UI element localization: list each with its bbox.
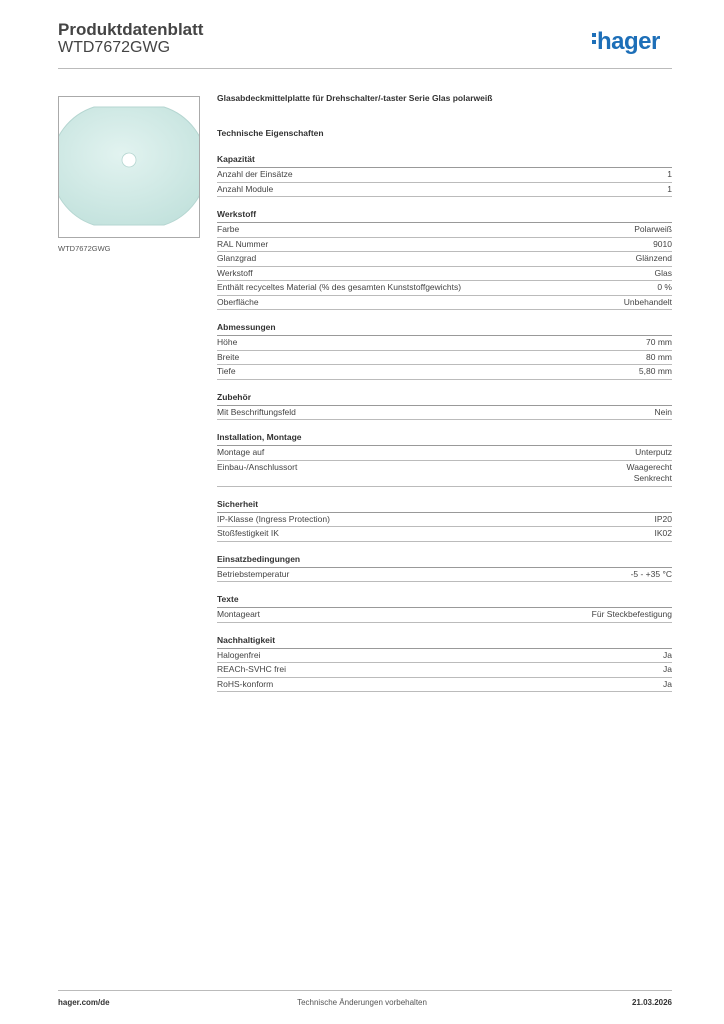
spec-row <box>217 513 672 528</box>
header-divider <box>58 68 672 69</box>
spec-row <box>217 406 672 421</box>
spec-row <box>217 365 672 380</box>
spec-value: 0 % <box>657 282 672 292</box>
spec-row <box>217 267 672 282</box>
product-code: WTD7672GWG <box>58 39 171 56</box>
spec-row <box>217 568 672 583</box>
spec-section <box>217 499 672 542</box>
spec-value: Glas <box>654 267 672 278</box>
spec-value: 70 mm <box>646 337 672 347</box>
spec-value: 1 <box>667 183 672 194</box>
spec-row <box>217 649 672 664</box>
logo-dots-icon <box>592 30 597 47</box>
section-title: Nachhaltigkeit <box>217 635 672 649</box>
spec-row <box>217 663 672 678</box>
spec-value: Polarweiß <box>634 224 672 234</box>
spec-value: Unterputz <box>635 447 672 457</box>
spec-value: Ja <box>663 664 672 674</box>
spec-row <box>217 183 672 198</box>
spec-value: Nein <box>654 406 672 417</box>
spec-value: Glänzend <box>635 253 672 263</box>
hager-logo[interactable] <box>592 28 660 56</box>
section-title: Abmessungen <box>217 322 672 336</box>
product-description: Glasabdeckmittelplatte für Drehschalter/-taster Serie Glas polarweiß <box>217 93 493 103</box>
spec-label: RAL Nummer <box>217 238 269 249</box>
spec-label: Anzahl der Einsätze <box>217 169 293 179</box>
spec-section <box>217 154 672 197</box>
spec-section <box>217 635 672 693</box>
spec-label: Montageart <box>217 609 260 619</box>
spec-sections <box>217 154 672 692</box>
image-caption: WTD7672GWG <box>58 244 111 253</box>
spec-value: IP20 <box>654 513 672 524</box>
section-title: Sicherheit <box>217 499 672 513</box>
spec-section <box>217 392 672 421</box>
product-image <box>58 96 200 238</box>
spec-row <box>217 461 672 487</box>
section-title: Zubehör <box>217 392 672 406</box>
spec-label: Anzahl Module <box>217 183 274 194</box>
spec-value: Unbehandelt <box>623 296 672 307</box>
spec-value: 5,80 mm <box>638 366 672 376</box>
spec-section <box>217 594 672 623</box>
spec-row <box>217 238 672 253</box>
footer-date: 21.03.2026 <box>631 998 672 1007</box>
spec-value: IK02 <box>654 528 672 538</box>
logo-text: hager <box>597 28 660 55</box>
spec-value: -5 - +35 °C <box>630 568 672 579</box>
spec-label: Enthält recyceltes Material (% des gesamten Kunststoffgewichts) <box>217 282 462 292</box>
spec-section <box>217 322 672 380</box>
spec-row <box>217 281 672 296</box>
spec-value: 1 <box>667 169 672 179</box>
spec-label: Breite <box>217 351 240 362</box>
spec-row <box>217 336 672 351</box>
spec-row <box>217 608 672 623</box>
section-title: Installation, Montage <box>217 432 672 446</box>
spec-value: Waagerecht Senkrecht <box>626 461 672 483</box>
spec-row <box>217 351 672 366</box>
section-title: Einsatzbedingungen <box>217 554 672 568</box>
spec-label: RoHS-konform <box>217 678 274 689</box>
spec-row <box>217 527 672 542</box>
spec-label: IP-Klasse (Ingress Protection) <box>217 513 330 524</box>
spec-section <box>217 432 672 487</box>
spec-label: Einbau-/Anschlussort <box>217 461 298 472</box>
spec-label: Mit Beschriftungsfeld <box>217 406 296 417</box>
section-title: Werkstoff <box>217 209 672 223</box>
spec-label: Stoßfestigkeit IK <box>217 528 279 538</box>
spec-row <box>217 296 672 311</box>
section-title: Kapazität <box>217 154 672 168</box>
spec-label: Farbe <box>217 224 240 234</box>
spec-value: 80 mm <box>646 351 672 362</box>
spec-row <box>217 678 672 693</box>
spec-row <box>217 446 672 461</box>
spec-row <box>217 223 672 238</box>
page-title: Produktdatenblatt <box>58 20 204 39</box>
spec-value: Ja <box>663 649 672 660</box>
spec-section <box>217 554 672 583</box>
spec-value: Ja <box>663 678 672 689</box>
spec-label: Höhe <box>217 337 238 347</box>
tech-heading: Technische Eigenschaften <box>217 128 324 138</box>
spec-label: Halogenfrei <box>217 649 261 660</box>
spec-content <box>217 93 672 692</box>
spec-row <box>217 168 672 183</box>
footer-website-link[interactable]: hager.com/de <box>58 998 110 1007</box>
glass-cover-plate-icon <box>59 97 199 237</box>
spec-label: Tiefe <box>217 366 236 376</box>
footer-divider <box>58 990 672 991</box>
spec-label: Betriebstemperatur <box>217 568 290 579</box>
spec-label: Oberfläche <box>217 296 259 307</box>
footer-notice: Technische Änderungen vorbehalten <box>297 998 427 1007</box>
section-title: Texte <box>217 594 672 608</box>
spec-row <box>217 252 672 267</box>
spec-label: REACh-SVHC frei <box>217 664 286 674</box>
spec-label: Werkstoff <box>217 267 253 278</box>
spec-label: Glanzgrad <box>217 253 257 263</box>
spec-label: Montage auf <box>217 447 265 457</box>
spec-value: Für Steckbefestigung <box>591 609 672 619</box>
spec-value: 9010 <box>653 238 672 249</box>
spec-section <box>217 209 672 310</box>
